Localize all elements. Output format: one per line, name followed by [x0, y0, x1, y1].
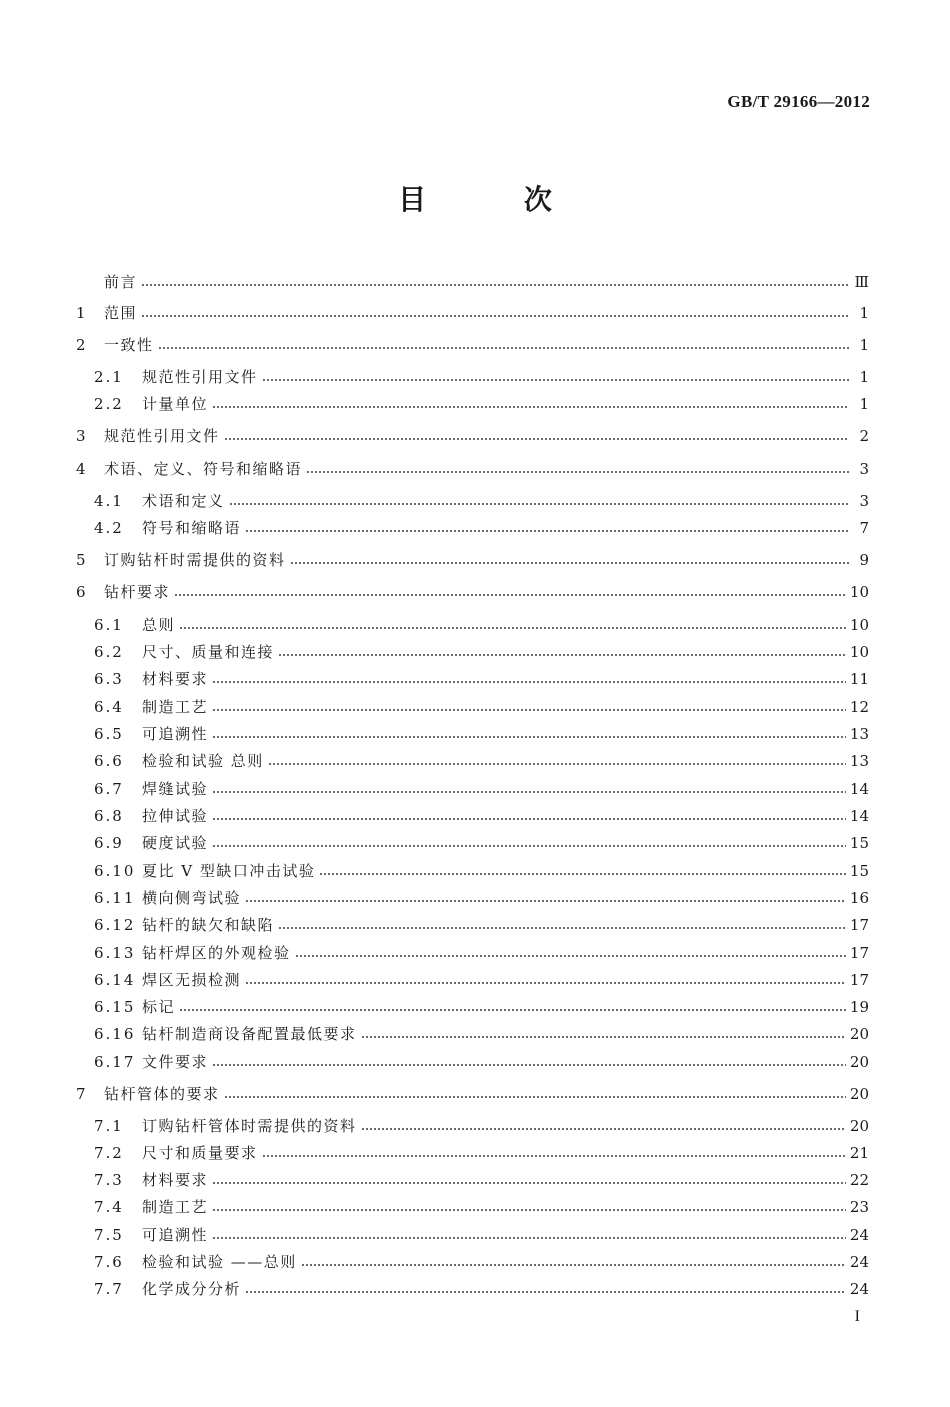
- toc-entry-number: 6.3: [94, 670, 124, 688]
- toc-entry-title: 计量单位: [142, 395, 209, 413]
- toc-entry-page: 14: [849, 807, 869, 825]
- toc-entry-number: 2.1: [94, 368, 124, 386]
- toc-entry-page: Ⅲ: [854, 273, 869, 291]
- toc-entry-number: 6.1: [94, 616, 124, 634]
- toc-entry[interactable]: [76, 272, 869, 292]
- page-title: 目 次: [398, 183, 596, 216]
- toc-entry-title: 化学成分分析: [142, 1280, 242, 1298]
- dot-leader: [262, 1154, 846, 1158]
- toc-entry-number: 7: [76, 1085, 88, 1103]
- toc-entry-title: 钻杆管体的要求: [104, 1085, 220, 1103]
- toc-entry[interactable]: [76, 915, 869, 935]
- toc-entry-number: 3: [76, 427, 88, 445]
- toc-entry-title: 一致性: [104, 336, 154, 354]
- toc-entry-page: 7: [859, 519, 869, 537]
- toc-entry-title: 术语、定义、符号和缩略语: [104, 460, 303, 478]
- toc-entry[interactable]: [76, 1225, 869, 1245]
- toc-entry[interactable]: [76, 642, 869, 662]
- dot-leader: [245, 981, 846, 985]
- toc-entry-page: 24: [849, 1253, 869, 1271]
- toc-entry[interactable]: [76, 426, 869, 446]
- toc-entry-page: 23: [849, 1198, 869, 1216]
- toc-entry[interactable]: [76, 779, 869, 799]
- dot-leader: [212, 844, 846, 848]
- toc-entry-page: 10: [849, 583, 869, 601]
- toc-entry-page: 22: [849, 1171, 869, 1189]
- toc-entry-number: 7.1: [94, 1117, 124, 1135]
- toc-entry-page: 15: [849, 834, 869, 852]
- toc-entry-page: 3: [859, 492, 869, 510]
- toc-entry-number: 6.4: [94, 698, 124, 716]
- toc-entry[interactable]: [76, 1197, 869, 1217]
- toc-entry-page: 10: [849, 616, 869, 634]
- dot-leader: [224, 1095, 846, 1099]
- dot-leader: [245, 1290, 846, 1294]
- dot-leader: [141, 314, 849, 318]
- toc-entry[interactable]: [76, 861, 869, 881]
- toc-entry-page: 3: [859, 460, 869, 478]
- toc-entry-title: 制造工艺: [142, 1198, 209, 1216]
- toc-entry-number: 7.3: [94, 1171, 124, 1189]
- dot-leader: [212, 735, 846, 739]
- toc-entry-number: 6.16: [94, 1025, 136, 1043]
- toc-entry[interactable]: [76, 1252, 869, 1272]
- toc-entry[interactable]: [76, 518, 869, 538]
- dot-leader: [306, 470, 849, 474]
- toc-entry-page: 2: [859, 427, 869, 445]
- toc-entry-number: 6.6: [94, 752, 124, 770]
- dot-leader: [179, 626, 846, 630]
- dot-leader: [179, 1008, 846, 1012]
- toc-entry-number: 2.2: [94, 395, 124, 413]
- toc-entry-page: 17: [849, 916, 869, 934]
- toc-entry-title: 钻杆要求: [104, 583, 171, 601]
- dot-leader: [141, 283, 849, 287]
- toc-entry-number: 6.11: [94, 889, 136, 907]
- toc-entry[interactable]: [76, 1170, 869, 1190]
- toc-entry-page: 21: [849, 1144, 869, 1162]
- toc-entry[interactable]: [76, 1024, 869, 1044]
- toc-entry-page: 19: [849, 998, 869, 1016]
- toc-entry-title: 检验和试验 ——总则: [142, 1253, 297, 1271]
- dot-leader: [212, 708, 846, 712]
- toc-entry-number: 7.7: [94, 1280, 124, 1298]
- dot-leader: [361, 1127, 846, 1131]
- toc-entry-page: 24: [849, 1280, 869, 1298]
- toc-entry-number: 7.5: [94, 1226, 124, 1244]
- dot-leader: [174, 593, 846, 597]
- toc-entry-number: 4.2: [94, 519, 124, 537]
- toc-entry-page: 1: [859, 395, 869, 413]
- toc-entry[interactable]: [76, 1116, 869, 1136]
- toc-entry-page: 17: [849, 971, 869, 989]
- toc-entry-page: 20: [849, 1085, 869, 1103]
- toc-entry-page: 20: [849, 1053, 869, 1071]
- toc-entry-number: 4.1: [94, 492, 124, 510]
- toc-entry-number: 6.10: [94, 862, 136, 880]
- dot-leader: [245, 529, 849, 533]
- toc-entry[interactable]: [76, 806, 869, 826]
- toc-entry[interactable]: [76, 1084, 869, 1104]
- toc-entry-page: 1: [859, 336, 869, 354]
- toc-entry-page: 20: [849, 1025, 869, 1043]
- toc-entry-number: 2: [76, 336, 88, 354]
- toc-entry-title: 检验和试验 总则: [142, 752, 264, 770]
- toc-entry-number: 1: [76, 304, 88, 322]
- toc-entry-title: 订购钻杆时需提供的资料: [104, 551, 286, 569]
- toc-entry[interactable]: [76, 335, 869, 355]
- toc-entry-number: 6.17: [94, 1053, 136, 1071]
- toc-entry[interactable]: [76, 491, 869, 511]
- toc-entry-page: 17: [849, 944, 869, 962]
- dot-leader: [212, 1208, 846, 1212]
- toc-entry-title: 订购钻杆管体时需提供的资料: [142, 1117, 357, 1135]
- dot-leader: [212, 1181, 846, 1185]
- toc-entry[interactable]: [76, 1143, 869, 1163]
- toc-entry[interactable]: [76, 669, 869, 689]
- toc-entry-title: 尺寸、质量和连接: [142, 643, 275, 661]
- page-number: I: [854, 1308, 860, 1325]
- toc-entry-title: 材料要求: [142, 1171, 209, 1189]
- toc-entry[interactable]: [76, 615, 869, 635]
- toc-entry-page: 11: [849, 670, 869, 688]
- toc-entry-title: 横向侧弯试验: [142, 889, 242, 907]
- toc-entry-page: 16: [849, 889, 869, 907]
- dot-leader: [262, 378, 849, 382]
- toc-entry[interactable]: [76, 697, 869, 717]
- toc-entry-number: 5: [76, 551, 88, 569]
- toc-entry[interactable]: [76, 751, 869, 771]
- toc-entry-title: 夏比 V 型缺口冲击试验: [142, 862, 316, 880]
- toc-entry-page: 1: [859, 304, 869, 322]
- toc-entry-title: 可追溯性: [142, 725, 209, 743]
- toc-entry-title: 制造工艺: [142, 698, 209, 716]
- dot-leader: [245, 899, 846, 903]
- toc-entry[interactable]: [76, 394, 869, 414]
- dot-leader: [268, 762, 846, 766]
- toc-entry-title: 钻杆的缺欠和缺陷: [142, 916, 275, 934]
- toc-entry-title: 尺寸和质量要求: [142, 1144, 258, 1162]
- toc-entry-title: 硬度试验: [142, 834, 209, 852]
- dot-leader: [278, 926, 846, 930]
- dot-leader: [224, 437, 849, 441]
- toc-entry[interactable]: [76, 582, 869, 602]
- toc-entry-number: 6.15: [94, 998, 136, 1016]
- toc-entry[interactable]: [76, 1052, 869, 1072]
- dot-leader: [158, 346, 849, 350]
- toc-entry-title: 范围: [104, 304, 138, 322]
- toc-entry[interactable]: [76, 724, 869, 744]
- dot-leader: [229, 502, 849, 506]
- toc-entry[interactable]: [76, 888, 869, 908]
- dot-leader: [212, 405, 849, 409]
- dot-leader: [290, 561, 849, 565]
- toc-entry-title: 焊缝试验: [142, 780, 209, 798]
- toc-entry-title: 钻杆焊区的外观检验: [142, 944, 291, 962]
- toc-entry-title: 材料要求: [142, 670, 209, 688]
- toc-entry[interactable]: [76, 459, 869, 479]
- toc-entry[interactable]: [76, 303, 869, 323]
- toc-entry-title: 规范性引用文件: [142, 368, 258, 386]
- dot-leader: [301, 1263, 846, 1267]
- toc-entry[interactable]: [76, 833, 869, 853]
- toc-entry-page: 10: [849, 643, 869, 661]
- standard-code: GB/T 29166—2012: [727, 92, 870, 111]
- toc-entry-page: 15: [849, 862, 869, 880]
- toc-entry-title: 文件要求: [142, 1053, 209, 1071]
- toc-entry[interactable]: [76, 943, 869, 963]
- dot-leader: [319, 872, 846, 876]
- toc-entry-title: 标记: [142, 998, 176, 1016]
- toc-entry-title: 钻杆制造商设备配置最低要求: [142, 1025, 357, 1043]
- dot-leader: [361, 1035, 846, 1039]
- toc-entry-number: 7.6: [94, 1253, 124, 1271]
- dot-leader: [212, 790, 846, 794]
- toc-entry-number: 6.7: [94, 780, 124, 798]
- toc-entry[interactable]: [76, 997, 869, 1017]
- toc-entry[interactable]: [76, 970, 869, 990]
- toc-entry[interactable]: [76, 367, 869, 387]
- toc-entry-number: 6.12: [94, 916, 136, 934]
- toc-entry-page: 9: [859, 551, 869, 569]
- dot-leader: [295, 954, 846, 958]
- toc-entry-page: 12: [849, 698, 869, 716]
- dot-leader: [212, 817, 846, 821]
- toc-entry-title: 总则: [142, 616, 176, 634]
- toc-entry-page: 24: [849, 1226, 869, 1244]
- toc-entry-title: 可追溯性: [142, 1226, 209, 1244]
- dot-leader: [212, 1236, 846, 1240]
- toc-entry-number: 6.14: [94, 971, 136, 989]
- toc-entry-title: 拉伸试验: [142, 807, 209, 825]
- toc-entry-number: 6.9: [94, 834, 124, 852]
- toc-entry-number: 6.13: [94, 944, 136, 962]
- dot-leader: [212, 680, 846, 684]
- toc-entry-page: 20: [849, 1117, 869, 1135]
- toc-entry-title: 符号和缩略语: [142, 519, 242, 537]
- toc-entry-page: 14: [849, 780, 869, 798]
- toc-entry[interactable]: [76, 1279, 869, 1299]
- toc-entry-number: 6.8: [94, 807, 124, 825]
- toc-entry-number: 6.5: [94, 725, 124, 743]
- toc-entry-number: 7.2: [94, 1144, 124, 1162]
- toc-entry-page: 13: [849, 725, 869, 743]
- dot-leader: [278, 653, 846, 657]
- toc-entry-number: 7.4: [94, 1198, 124, 1216]
- toc-entry-number: 4: [76, 460, 88, 478]
- toc-entry-number: 6.2: [94, 643, 124, 661]
- toc-entry-title: 规范性引用文件: [104, 427, 220, 445]
- toc-entry-page: 1: [859, 368, 869, 386]
- toc-entry-title: 术语和定义: [142, 492, 225, 510]
- dot-leader: [212, 1063, 846, 1067]
- toc-entry[interactable]: [76, 550, 869, 570]
- toc-entry-title: 前言: [104, 273, 138, 291]
- toc-entry-title: 焊区无损检测: [142, 971, 242, 989]
- toc-entry-number: 6: [76, 583, 88, 601]
- toc-entry-page: 13: [849, 752, 869, 770]
